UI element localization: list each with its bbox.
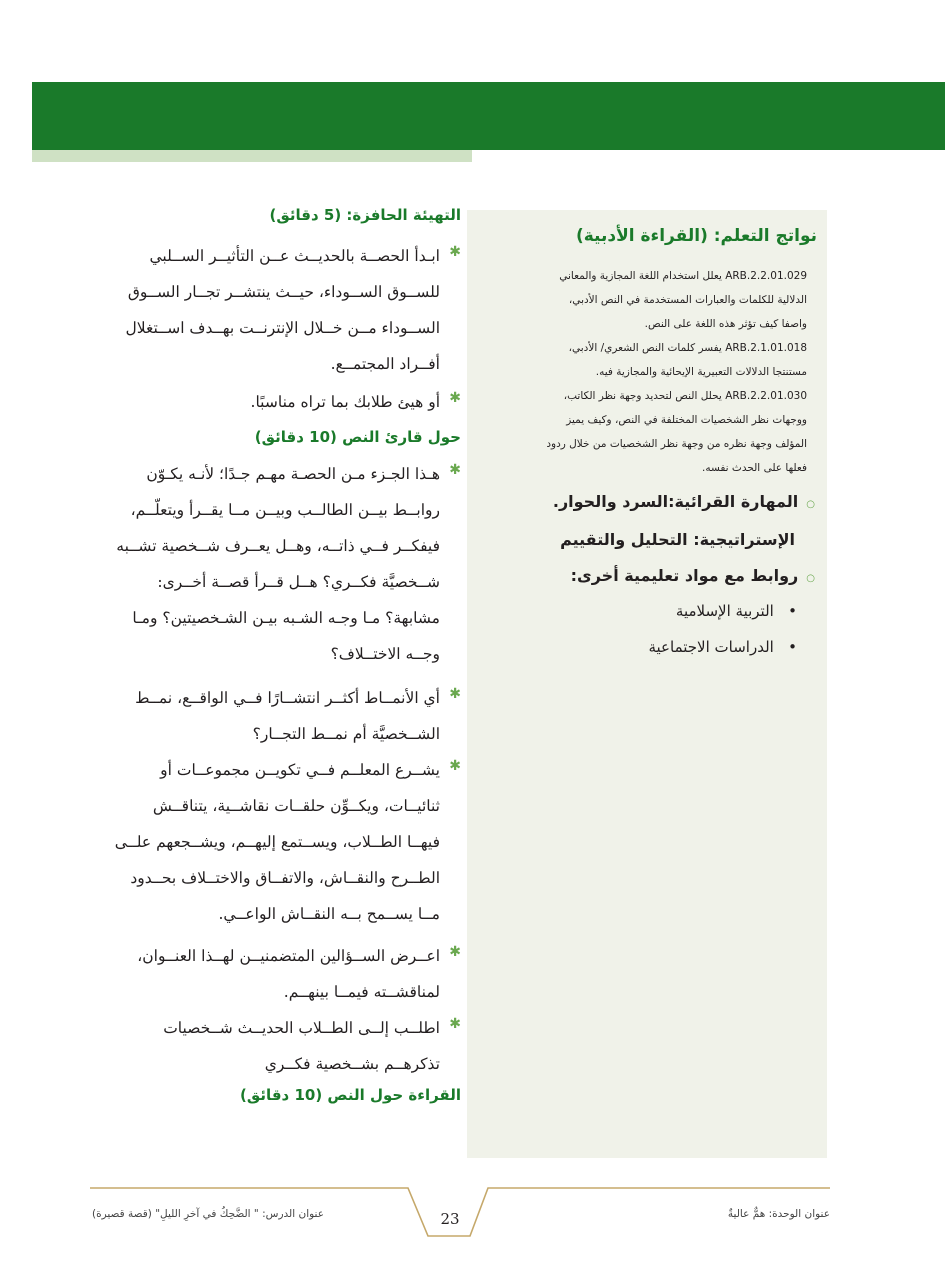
text-line: اطلــب إلــى الطــلاب الحديــث شــخصيات [163, 1019, 440, 1037]
page-number: 23 [440, 1210, 460, 1228]
warmup-paragraph [80, 238, 440, 382]
star-bullet-icon: ✱ [449, 1016, 461, 1032]
links-heading-text: روابط مع مواد تعليمية أخرى: [570, 566, 799, 585]
text-line: أفــراد المجتمــع. [330, 355, 440, 373]
dot-bullet-icon: • [788, 638, 797, 656]
text-line: للســوق الســوداء، حيــث ينتشــر تجــار الســوق [127, 283, 440, 301]
text-line: وجــه الاختــلاف؟ [330, 645, 440, 663]
text-line: هـذا الجـزء مـن الحصـة مهـم جـدًا؛ لأنـه يكـوّن [146, 465, 440, 483]
warmup-title: التهيئة الحافزة: (5 دقائق) [269, 206, 461, 224]
reading-section-title: القراءة حول النص (10 دقائق) [240, 1086, 461, 1104]
star-bullet-icon: ✱ [449, 758, 461, 774]
star-bullet-icon: ✱ [449, 462, 461, 478]
dot-bullet-icon: • [788, 602, 797, 620]
ring-bullet-icon: ○ [806, 499, 815, 510]
star-bullet-icon: ✱ [449, 686, 461, 702]
warmup-alternative: أو هيئ طلابك بما تراه مناسبًا. [250, 393, 440, 411]
pattern-paragraph [80, 680, 440, 752]
text-line: ابـدأ الحصــة بالحديــث عــن التأثيــر الســلبي [149, 247, 440, 265]
text-line: الســوداء مــن خــلال الإنترنــت بهــدف اســتغلال [125, 319, 440, 337]
text-line: اعــرض الســؤالين المتضمنيــن لهــذا العنــوان، [137, 947, 440, 965]
subject-label: التربية الإسلامية [675, 602, 774, 620]
outcome-line: ARB.2.2.01.029 يعلل استخدام اللغة المجازية والمعاني [559, 270, 807, 282]
text-line: فيهــا الطــلاب، ويســتمع إليهــم، ويشــجعهم علــى [114, 833, 440, 851]
reader-section-title: حول قارئ النص (10 دقائق) [254, 428, 461, 446]
subject-item [537, 638, 797, 656]
links-heading [495, 566, 815, 585]
footer-unit-title: عنوان الوحدة: همٌّ عاليةٌ [727, 1208, 830, 1220]
text-line: لمناقشــته فيمــا بينهــم. [283, 983, 440, 1001]
questions-paragraph [80, 938, 440, 1010]
students-paragraph [80, 1010, 440, 1082]
text-line: يشــرع المعلــم فــي تكويــن مجموعــات أو [160, 761, 440, 779]
outcome-line: مستنتجا الدلالات التعبيرية الإيحائية والمجازية فيه. [595, 366, 807, 378]
text-line: شــخصيَّة فكــري؟ هــل قــرأ قصــة أخــرى: [157, 573, 440, 591]
star-bullet-icon: ✱ [449, 390, 461, 406]
footer-lesson-title: عنوان الدرس: " الضَّحِكُ في آخرِ الليلِ" (قصة قصيرة) [92, 1208, 324, 1220]
outcome-line: الدلالية للكلمات والعبارات المستخدمة في النص الأدبي، [568, 294, 807, 306]
text-line: تذكرهــم بشــخصية فكــري [264, 1055, 440, 1073]
subject-item [537, 602, 797, 620]
header-accent-strip-bottom [32, 150, 472, 162]
outcome-line: فعلها على الحدث نفسه. [702, 462, 807, 474]
text-line: الطــرح والنقــاش، والاتفــاق والاختــلاف بحــدود [130, 869, 440, 887]
outcome-line: المؤلف وجهة نظره من وجهة نظر الشخصيات من خلال ردود [546, 438, 807, 450]
ring-bullet-icon: ○ [806, 573, 815, 584]
star-bullet-icon: ✱ [449, 244, 461, 260]
text-line: ثنائيــات، ويكــوِّن حلقــات نقاشــية، يتناقــش [152, 797, 440, 815]
text-line: فيفكــر فــي ذاتــه، وهــل يعــرف شــخصية تشــبه [116, 537, 440, 555]
outcome-line: واصفا كيف تؤثر هذه اللغة على النص. [644, 318, 807, 330]
text-line: الشــخصيَّة أم نمــط التجــار؟ [252, 725, 440, 743]
reading-skill-text: المهارة القرائية:السرد والحوار. [552, 492, 799, 511]
text-line: مــا يســمح بــه النقــاش الواعــي. [218, 905, 440, 923]
subject-label: الدراسات الاجتماعية [648, 638, 774, 656]
header-banner [32, 82, 945, 150]
outcome-line: ARB.2.1.01.018 يفسر كلمات النص الشعري/ الأدبي، [568, 342, 807, 354]
text-line: مشابهة؟ مـا وجـه الشـبه بيـن الشـخصيتين؟ ومـا [132, 609, 440, 627]
outcome-line: ووجهات نظر الشخصيات المختلفة في النص، وكيف يميز [566, 414, 807, 426]
reading-skill [495, 492, 815, 511]
text-line: روابــط بيــن الطالــب وبيــن مــا يقــرأ ويتعلّــم، [130, 501, 440, 519]
star-bullet-icon: ✱ [449, 944, 461, 960]
outcome-line: ARB.2.2.01.030 يحلل النص لتحديد وجهة نظر الكاتب، [563, 390, 807, 402]
text-line: أي الأنمــاط أكثــر انتشــارًا فــي الواقــع، نمــط [135, 689, 440, 707]
outcomes-title: نواتج التعلم: (القراءة الأدبية) [575, 226, 817, 246]
teacher-paragraph [80, 752, 440, 932]
strategy: الإستراتيجية: التحليل والتقييم [560, 530, 795, 549]
reader-paragraph [80, 456, 440, 672]
